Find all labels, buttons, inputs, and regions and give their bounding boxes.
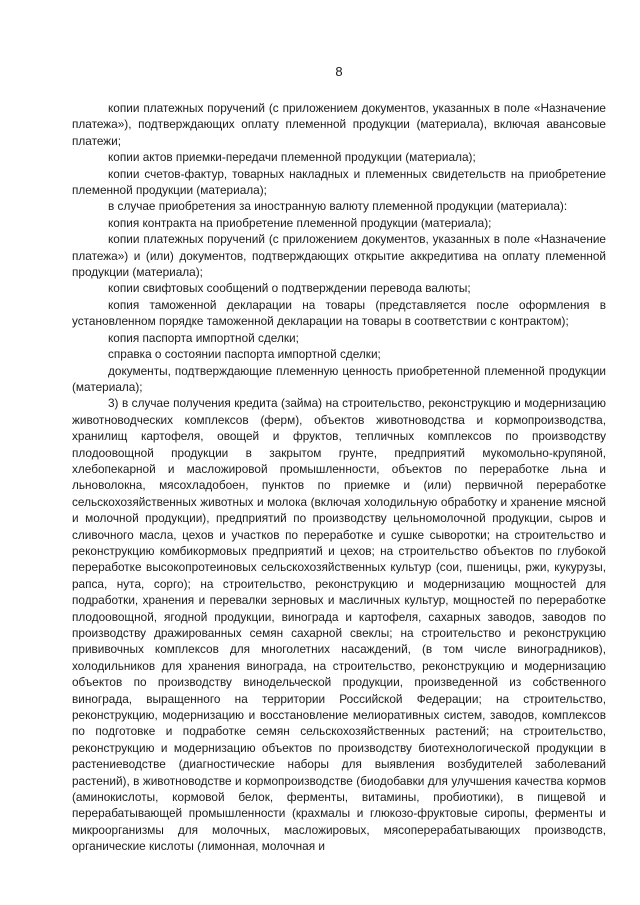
paragraph: копии платежных поручений (с приложением документов, указанных в поле «Назначение платежа») и (или) документов, подтверждающих открытие аккредитива на оплату племенной продукции (материала);	[72, 232, 606, 280]
paragraph: справка о состоянии паспорта импортной сделки;	[108, 347, 381, 362]
paragraph: копии платежных поручений (с приложением документов, указанных в поле «Назначение платежа»), подтверждающих оплату племенной продукции (материала), включая авансовые платежи;	[72, 101, 606, 148]
paragraph: 3) в случае получения кредита (займа) на строительство, реконструкцию и модернизацию животноводческих комплексов (ферм), объектов животноводства и кормопроизводства, хранилищ картофеля, овощей и фруктов, тепличных комплексов по производству плодоовощной продукции в закрытом грунте, предприятий мукомольно-крупяной, хлебопекарной и масложировой промышленности, объектов по переработке льна и льноволокна, мясохладобоен, пунктов по приемке и (или) первичной переработке сельскохозяйственных животных и молока (включая холодильную обработку и хранение мясной и молочной продукции), предприятий по производству цельномолочной продукции, сыров и сливочного масла, цехов и участков по переработке и сушке сыворотки; на строительство и реконструкцию комбикормовых предприятий и цехов; на строительство объектов по глубокой переработке высокопротеиновых сельскохозяйственных культур (сои, пшеницы, ржи, кукурузы, рапса, нута, сорго); на строительство, реконструкцию и модернизацию мощностей для подработки, хранения и перевалки зерновых и масличных культур, мощностей по переработке плодоовощной, ягодной продукции, винограда и картофеля, сахарных заводов, заводов по производству дражированных семян сахарной свеклы; на строительство и реконструкцию прививочных комплексов для многолетних насаждений, (в том числе виноградников), холодильников для хранения винограда, на строительство, реконструкцию и модернизацию объектов по производству винодельческой продукции, произведенной из собственного винограда, выращенного на территории Российской Федерации; на строительство, реконструкцию, модернизацию и восстановление мелиоративных систем, заводов, комплексов по подготовке и подработке семян сельскохозяйственных растений; на строительство, реконструкцию и модернизацию объектов по производству биотехнологической продукции в растениеводстве (диагностические наборы для выявления возбудителей заболеваний растений), в животноводстве и кормопроизводстве (биодобавки для улучшения качества кормов (аминокислоты, кормовой белок, ферменты, витамины, пробиотики), в пищевой и перерабатывающей промышленности (крахмалы и глюкозо-фруктовые сиропы, ферменты и микроорганизмы для молочных, масложировых, мясоперерабатывающих производств, органические кислоты (лимонная, молочная и	[72, 396, 606, 854]
paragraph: документы, подтверждающие племенную ценность приобретенной племенной продукции (материала);	[72, 363, 606, 394]
paragraph: копия контракта на приобретение племенной продукции (материала);	[108, 215, 492, 230]
paragraph: копия паспорта импортной сделки;	[108, 330, 299, 345]
document-body	[72, 100, 606, 855]
paragraph: копии актов приемки-передачи племенной продукции (материала);	[108, 150, 476, 165]
paragraph: в случае приобретения за иностранную валюту племенной продукции (материала):	[108, 199, 568, 214]
paragraph: копии счетов-фактур, товарных накладных и племенных свидетельств на приобретение племенной продукции (материала);	[72, 166, 606, 198]
paragraph: копии свифтовых сообщений о подтверждении перевода валюты;	[108, 281, 471, 296]
paragraph: копия таможенной декларации на товары (представляется после оформления в установленном порядке таможенной декларации на товары в соответствии с контрактом);	[72, 297, 606, 329]
page-number: 8	[335, 64, 343, 79]
